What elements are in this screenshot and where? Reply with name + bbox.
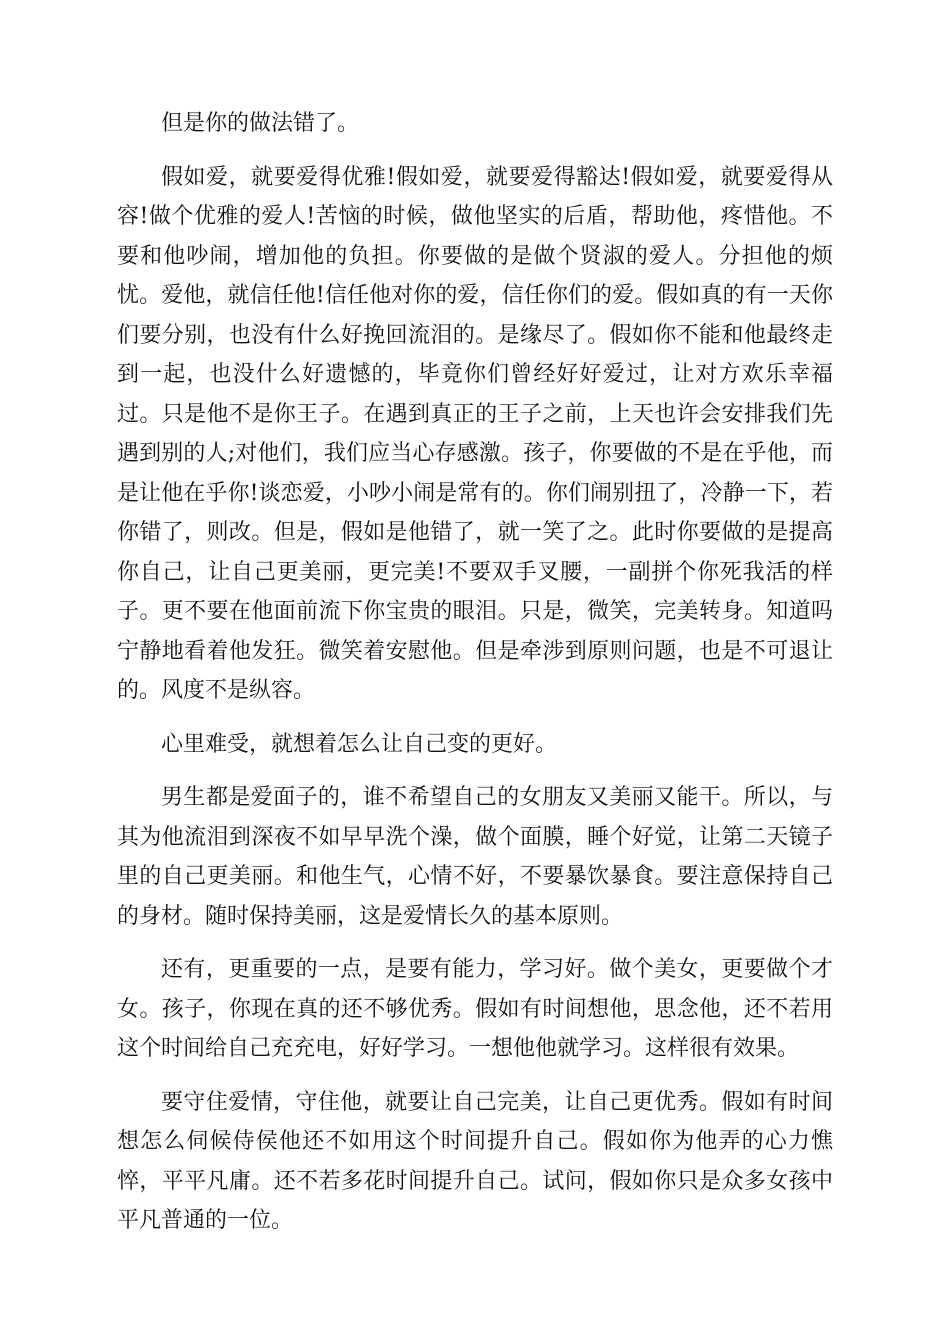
- paragraph-2: 假如爱，就要爱得优雅!假如爱，就要爱得豁达!假如爱，就要爱得从容!做个优雅的爱人!苦恼的时候，做他坚实的后盾，帮助他，疼惜他。不要和他吵闹，增加他的负担。你要做的是做个贤淑的爱人。分担他的烦忧。爱他，就信任他!信任他对你的爱，信任你们的爱。假如真的有一天你们要分别，也没有什么好挽回流泪的。是缘尽了。假如你不能和他最终走到一起，也没什么好遗憾的，毕竟你们曾经好好爱过，让对方欢乐幸福过。只是他不是你王子。在遇到真正的王子之前，上天也许会安排我们先遇到别的人;对他们，我们应当心存感激。孩子，你要做的不是在乎他，而是让他在乎你!谈恋爱，小吵小闹是常有的。你们闹别扭了，冷静一下，若你错了，则改。但是，假如是他错了，就一笑了之。此时你要做的是提高你自己，让自己更美丽，更完美!不要双手叉腰，一副拼个你死我活的样子。更不要在他面前流下你宝贵的眼泪。只是，微笑，完美转身。知道吗宁静地看着他发狂。微笑着安慰他。但是牵涉到原则问题，也是不可退让的。风度不是纵容。: [117, 164, 833, 703]
- paragraph-3: 心里难受，就想着怎么让自己变的更好。: [161, 731, 558, 757]
- paragraph-4: 男生都是爱面子的，谁不希望自己的女朋友又美丽又能干。所以，与其为他流泪到深夜不如早早洗个澡，做个面膜，睡个好觉，让第二天镜子里的自己更美丽。和他生气，心情不好，不要暴饮暴食。要注意保持自己的身材。随时保持美丽，这是爱情长久的基本原则。: [117, 785, 833, 929]
- paragraph-6: 要守住爱情，守住他，就要让自己完美，让自己更优秀。假如有时间想怎么伺候侍侯他还不如用这个时间提升自己。假如你为他弄的心力憔悴，平平凡庸。还不若多花时间提升自己。试问，假如你只是众多女孩中平凡普通的一位。: [117, 1089, 833, 1233]
- paragraph-5: 还有，更重要的一点，是要有能力，学习好。做个美女，更要做个才女。孩子，你现在真的还不够优秀。假如有时间想他，思念他，还不若用这个时间给自己充充电，好好学习。一想他他就学习。这样很有效果。: [117, 957, 833, 1061]
- paragraph-1: 但是你的做法错了。: [161, 111, 360, 136]
- document-body: [117, 104, 833, 1255]
